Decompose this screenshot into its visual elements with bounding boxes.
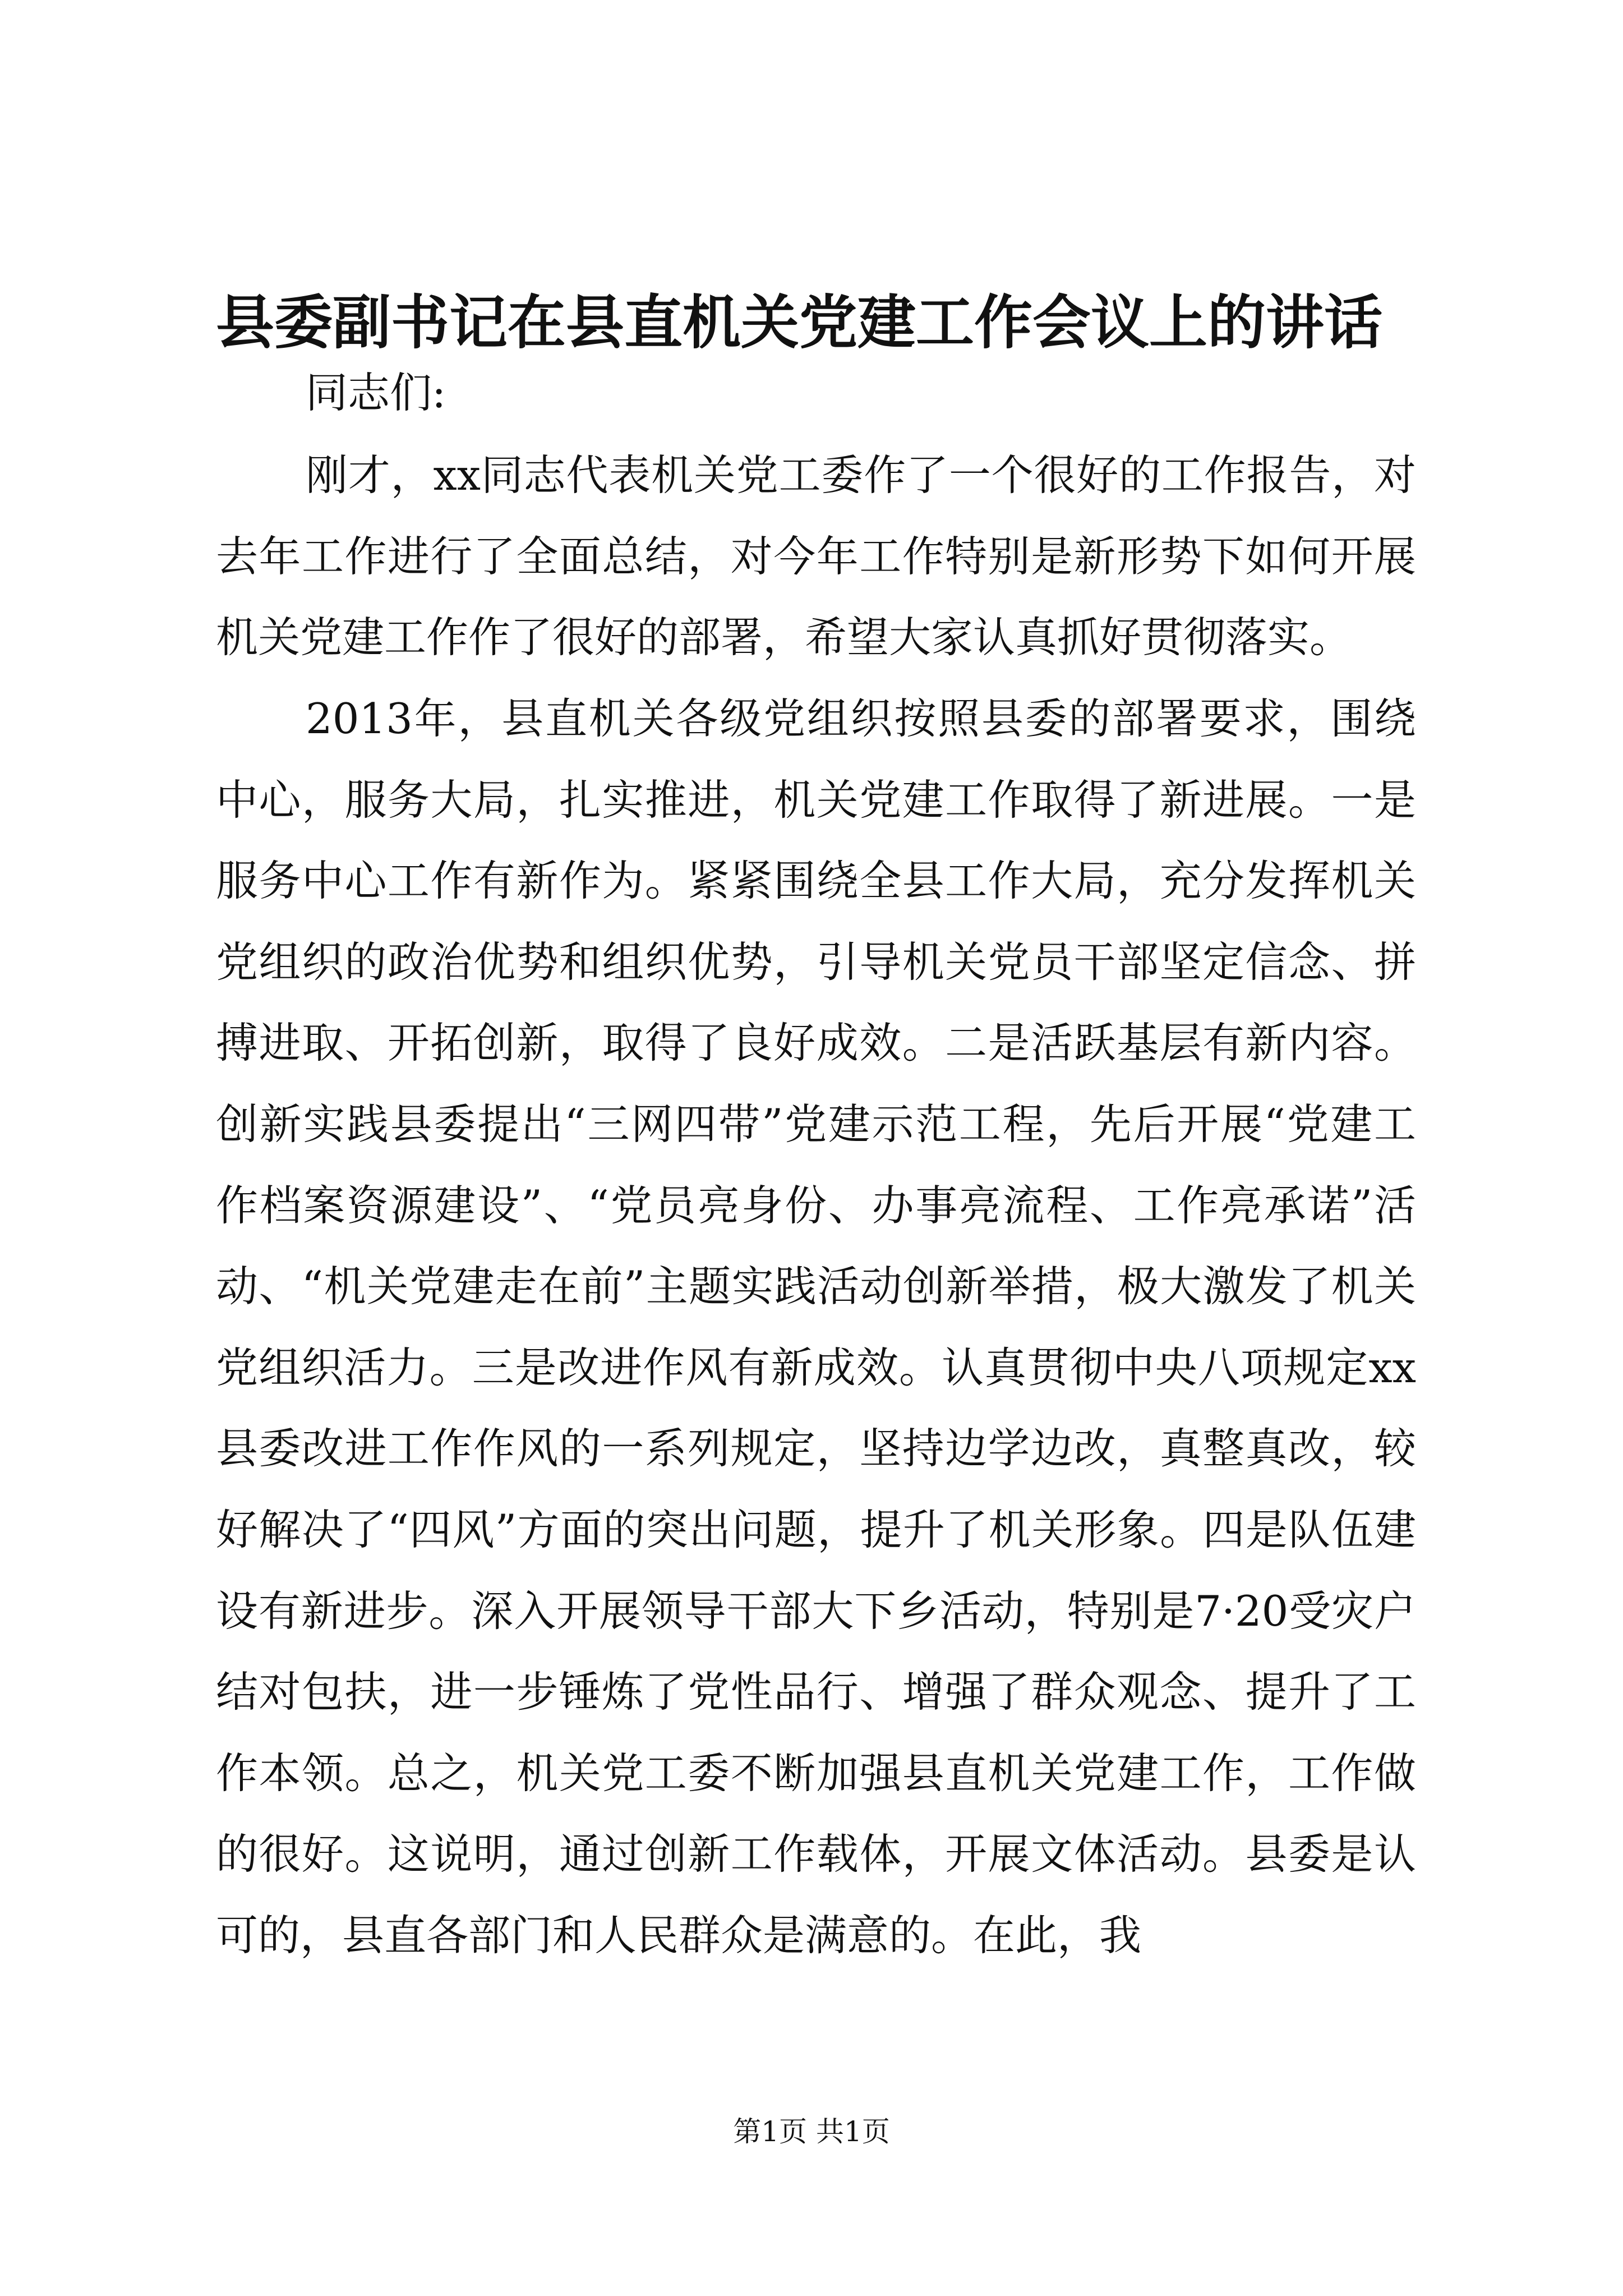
document-title: 县委副书记在县直机关党建工作会议上的讲话 <box>216 288 1383 357</box>
page-footer: 第1页 共1页 <box>733 2115 890 2148</box>
paragraph-1: 刚才，xx同志代表机关党工委作了一个很好的工作报告，对去年工作进行了全面总结，对今年工作特别是新形势下如何开展机关党建工作作了很好的部署，希望大家认真抓好贯彻落实。 <box>216 450 1416 662</box>
paragraph-2: 2013年，县直机关各级党组织按照县委的部署要求，围绕中心，服务大局，扎实推进，机关党建工作取得了新进展。一是服务中心工作有新作为。紧紧围绕全县工作大局，充分发挥机关党组织的政治优势和组织优势，引导机关党员干部坚定信念、拼搏进取、开拓创新，取得了良好成效。二是活跃基层有新内容。创新实践县委提出“三网四带”党建示范工程，先后开展“党建工作档案资源建设”、“党员亮身份、办事亮流程、工作亮承诺”活动、“机关党建走在前”主题实践活动创新举措，极大激发了机关党组织活力。三是改进作风有新成效。认真贯彻中央八项规定xx县委改进工作作风的一系列规定，坚持边学边改，真整真改，较好解决了“四风”方面的突出问题，提升了机关形象。四是队伍建设有新进步。深入开展领导干部大下乡活动，特别是7·20受灾户结对包扶，进一步锤炼了党性品行、增强了群众观念、提升了工作本领。总之，机关党工委不断加强县直机关党建工作，工作做的很好。这说明，通过创新工作载体，开展文体活动。县委是认可的，县直各部门和人民群众是满意的。在此，我 <box>216 694 1416 1960</box>
salutation: 同志们: <box>306 368 446 417</box>
